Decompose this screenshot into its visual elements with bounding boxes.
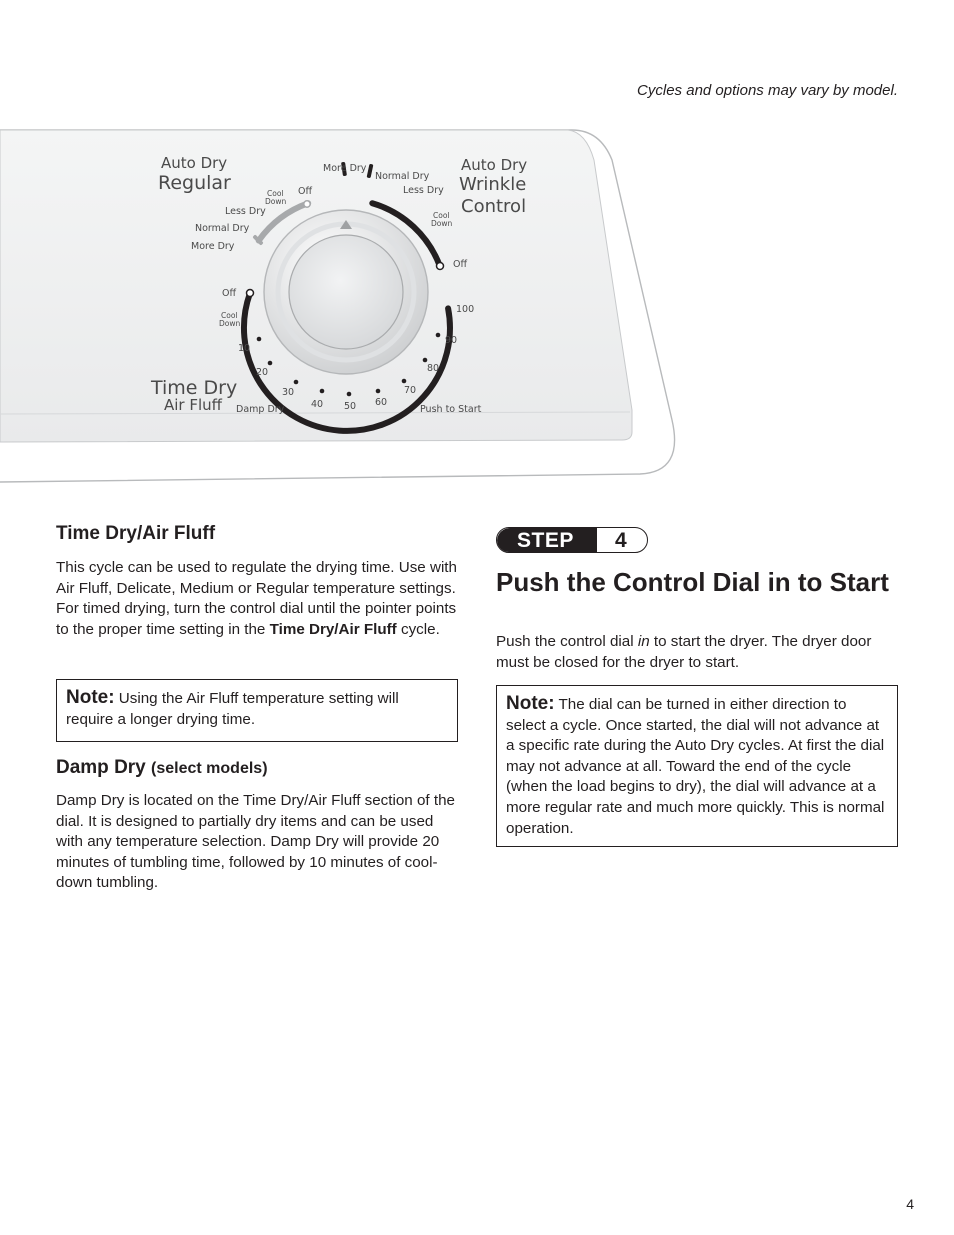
time-dry-line1: Time Dry [151, 377, 238, 399]
note-text: Using the Air Fluff temperature setting will require a longer drying time. [66, 690, 399, 728]
regular-off: Off [298, 186, 313, 197]
regular-down: Down [265, 197, 287, 206]
time-dry-body-bold: Time Dry/Air Fluff [269, 620, 397, 638]
time-50: 50 [344, 401, 357, 412]
header-note: Cycles and options may vary by model. [637, 82, 898, 99]
wrinkle-down: Down [431, 219, 453, 228]
time-dry-body-end: cycle. [396, 620, 440, 638]
wrinkle-off: Off [453, 259, 468, 270]
push-dial-body-end: to start the dryer. The dryer door must be closed for the dryer to start. [496, 633, 872, 671]
step-pill [496, 527, 648, 553]
auto-dry-wrinkle-line2: Wrinkle [459, 174, 527, 195]
time-dry-body [56, 558, 460, 640]
wrinkle-more-dry: More Dry [323, 163, 367, 174]
push-dial-body [496, 632, 896, 673]
damp-dry-body: Damp Dry is located on the Time Dry/Air Fluff section of the dial. It is designed to partially dry items and can be used with any temperature selection. Damp Dry will provide 20 minutes of tumbling time, followed by 10 minutes of cool-down tumbling. [56, 792, 455, 892]
push-dial-body-em: in [637, 633, 650, 650]
auto-dry-regular-line2: Regular [158, 172, 231, 194]
regular-more-dry: More Dry [191, 241, 235, 252]
time-dry-off-marker [247, 290, 254, 297]
time-10: 10 [238, 343, 251, 354]
time-100: 100 [456, 304, 475, 315]
damp-dry-heading-models: (select models) [151, 760, 268, 777]
push-dial-body-text: Push the control dial [496, 633, 638, 650]
time-90: 90 [445, 335, 458, 346]
wrinkle-normal-dry: Normal Dry [375, 171, 430, 182]
step-badge [496, 527, 648, 553]
air-fluff-note [56, 679, 458, 742]
time-30: 30 [282, 387, 295, 398]
time-70: 70 [404, 385, 417, 396]
time-cool: Cool [221, 311, 238, 320]
auto-dry-wrinkle-line3: Control [461, 196, 527, 217]
step-title: Push the Control Dial in to Start [496, 567, 889, 597]
time-damp-dry: Damp Dry [236, 404, 285, 415]
time-40: 40 [311, 399, 324, 410]
time-20: 20 [256, 367, 269, 378]
wrinkle-off-marker [437, 263, 444, 270]
dial-note-text: The dial can be turned in either direction to select a cycle. Once started, the dial will not advance at a specific rate during the Auto Dry cycles. At first the dial may not advance at all. Toward the end of the cycle (when the load begins to dry), the dial will advance at a more regular rate and much more quickly. This is normal operation. [506, 696, 885, 837]
regular-off-marker [304, 201, 310, 207]
time-dry-body-text: This cycle can be used to regulate the drying time. Use with Air Fluff, Delicate, Medium or Regular temperature settings. For timed drying, turn the control dial until the pointer points to the proper time setting in the [56, 559, 457, 638]
step-word: STEP [517, 529, 574, 552]
time-dry-heading: Time Dry/Air Fluff [56, 523, 216, 544]
time-60: 60 [375, 397, 388, 408]
step-number: 4 [615, 529, 627, 552]
page-number: 4 [906, 1196, 914, 1212]
wrinkle-cool: Cool [433, 211, 450, 220]
auto-dry-regular-line1: Auto Dry [161, 154, 228, 172]
time-down: Down [219, 319, 241, 328]
dial-note-lead: Note: [506, 693, 555, 714]
note-lead: Note: [66, 687, 115, 708]
damp-dry-heading [56, 757, 268, 779]
regular-cool: Cool [267, 189, 284, 198]
regular-less-dry: Less Dry [225, 206, 266, 217]
regular-normal-dry: Normal Dry [195, 223, 250, 234]
dial-note [496, 685, 898, 847]
time-dry-line2: Air Fluff [164, 396, 223, 414]
time-80: 80 [427, 363, 440, 374]
push-to-start-label: Push to Start [420, 404, 482, 415]
control-dial-center [289, 235, 403, 349]
dryer-control-panel [0, 120, 700, 490]
wrinkle-less-dry: Less Dry [403, 185, 444, 196]
time-off: Off [222, 288, 237, 299]
auto-dry-wrinkle-line1: Auto Dry [461, 156, 528, 174]
damp-dry-heading-text: Damp Dry [56, 757, 146, 778]
